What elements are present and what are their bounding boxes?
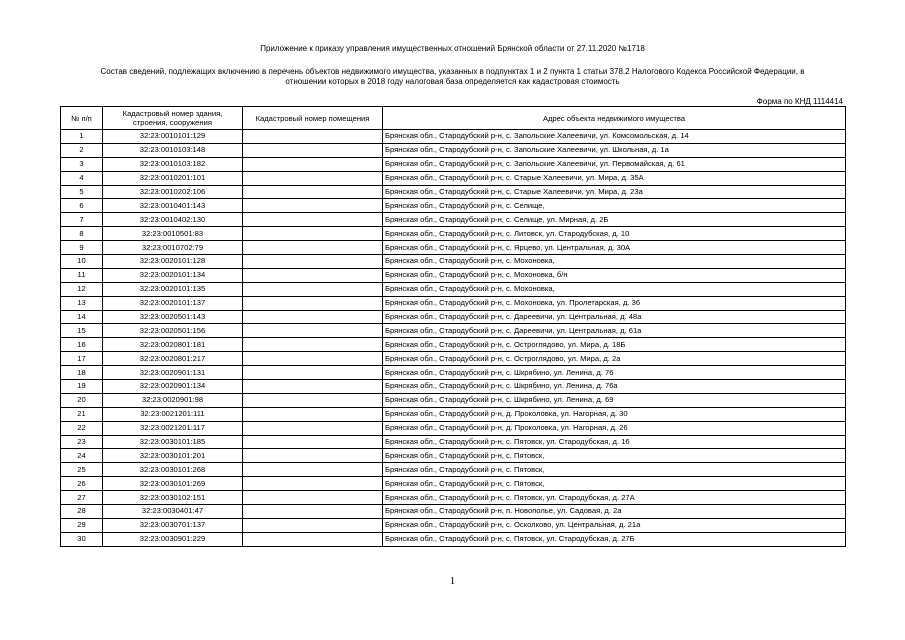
- row-number: 5: [61, 185, 103, 199]
- row-cadastral-room: [243, 157, 383, 171]
- row-cadastral-room: [243, 213, 383, 227]
- table-row: [61, 227, 846, 241]
- row-number: 20: [61, 393, 103, 407]
- row-cadastral-building: 32:23:0010202:106: [103, 185, 243, 199]
- document-description-line-2: отношении которых в 2018 году налоговая база определяется как кадастровая стоимость: [285, 77, 620, 86]
- row-cadastral-room: [243, 477, 383, 491]
- table-header-row: [61, 107, 846, 130]
- table-row: [61, 393, 846, 407]
- row-number: 6: [61, 199, 103, 213]
- row-cadastral-room: [243, 380, 383, 394]
- row-address: Брянская обл., Стародубский р-н, с. Пятовск,: [383, 477, 846, 491]
- row-cadastral-room: [243, 282, 383, 296]
- row-address: Брянская обл., Стародубский р-н, с. Старые Халеевичи, ул. Мира, д. 35А: [383, 171, 846, 185]
- table-row: [61, 296, 846, 310]
- row-cadastral-room: [243, 518, 383, 532]
- row-cadastral-building: 32:23:0020901:98: [103, 393, 243, 407]
- table-row: [61, 185, 846, 199]
- row-address: Брянская обл., Стародубский р-н, с. Шкрябино, ул. Ленина, д. 76а: [383, 380, 846, 394]
- table-row: [61, 421, 846, 435]
- row-cadastral-room: [243, 199, 383, 213]
- row-cadastral-room: [243, 463, 383, 477]
- row-cadastral-building: 32:23:0010103:182: [103, 157, 243, 171]
- row-address: Брянская обл., Стародубский р-н, с. Запольские Халеевичи, ул. Школьная, д. 1а: [383, 143, 846, 157]
- row-cadastral-room: [243, 505, 383, 519]
- row-number: 25: [61, 463, 103, 477]
- row-address: Брянская обл., Стародубский р-н, с. Шкрябино, ул. Ленина, д. 76: [383, 366, 846, 380]
- table-row: [61, 366, 846, 380]
- row-number: 15: [61, 324, 103, 338]
- row-cadastral-room: [243, 338, 383, 352]
- row-cadastral-room: [243, 435, 383, 449]
- row-number: 30: [61, 532, 103, 546]
- row-number: 12: [61, 282, 103, 296]
- row-cadastral-room: [243, 366, 383, 380]
- row-cadastral-building: 32:23:0020801:181: [103, 338, 243, 352]
- table-row: [61, 491, 846, 505]
- row-address: Брянская обл., Стародубский р-н, с. Старые Халеевичи, ул. Мира, д. 23а: [383, 185, 846, 199]
- row-cadastral-building: 32:23:0010201:101: [103, 171, 243, 185]
- row-cadastral-room: [243, 393, 383, 407]
- table-row: [61, 338, 846, 352]
- row-cadastral-room: [243, 324, 383, 338]
- row-cadastral-building: 32:23:0020101:137: [103, 296, 243, 310]
- row-address: Брянская обл., Стародубский р-н, с. Пятовск, ул. Стародубская, д. 16: [383, 435, 846, 449]
- row-number: 8: [61, 227, 103, 241]
- row-number: 24: [61, 449, 103, 463]
- row-number: 26: [61, 477, 103, 491]
- page-number: 1: [449, 575, 456, 587]
- row-address: Брянская обл., Стародубский р-н, с. Ярцево, ул. Центральная, д. 30А: [383, 241, 846, 255]
- table-row: [61, 477, 846, 491]
- table-row: [61, 171, 846, 185]
- table-row: [61, 352, 846, 366]
- row-cadastral-building: 32:23:0020101:134: [103, 268, 243, 282]
- table-row: [61, 380, 846, 394]
- table-row: [61, 282, 846, 296]
- row-cadastral-room: [243, 532, 383, 546]
- row-address: Брянская обл., Стародубский р-н, с. Остроглядово, ул. Мира, д. 18Б: [383, 338, 846, 352]
- row-cadastral-room: [243, 255, 383, 269]
- table-row: [61, 130, 846, 144]
- table-row: [61, 143, 846, 157]
- row-number: 23: [61, 435, 103, 449]
- row-number: 19: [61, 380, 103, 394]
- row-address: Брянская обл., Стародубский р-н, с. Пятовск,: [383, 463, 846, 477]
- table-row: [61, 463, 846, 477]
- row-cadastral-room: [243, 268, 383, 282]
- row-address: Брянская обл., Стародубский р-н, с. Осколково, ул. Центральная, д. 21а: [383, 518, 846, 532]
- row-address: Брянская обл., Стародубский р-н, с. Селище, ул. Мирная, д. 2Б: [383, 213, 846, 227]
- header-cadastral-room: Кадастровый номер помещения: [243, 107, 383, 130]
- row-address: Брянская обл., Стародубский р-н, с. Шкрябино, ул. Ленина, д. 69: [383, 393, 846, 407]
- row-cadastral-building: 32:23:0010103:148: [103, 143, 243, 157]
- row-address: Брянская обл., Стародубский р-н, с. Пятовск, ул. Стародубская, д. 27Б: [383, 532, 846, 546]
- row-cadastral-room: [243, 143, 383, 157]
- table-row: [61, 310, 846, 324]
- table-row: [61, 324, 846, 338]
- row-number: 13: [61, 296, 103, 310]
- row-number: 1: [61, 130, 103, 144]
- row-number: 18: [61, 366, 103, 380]
- row-cadastral-building: 32:23:0020801:217: [103, 352, 243, 366]
- row-address: Брянская обл., Стародубский р-н, с. Мохоновка, б/н: [383, 268, 846, 282]
- row-cadastral-room: [243, 310, 383, 324]
- row-cadastral-building: 32:23:0020501:156: [103, 324, 243, 338]
- row-cadastral-building: 32:23:0020901:131: [103, 366, 243, 380]
- row-number: 16: [61, 338, 103, 352]
- row-number: 10: [61, 255, 103, 269]
- row-number: 28: [61, 505, 103, 519]
- table-row: [61, 435, 846, 449]
- row-cadastral-building: 32:23:0010101:129: [103, 130, 243, 144]
- table-row: [61, 449, 846, 463]
- table-row: [61, 268, 846, 282]
- row-address: Брянская обл., Стародубский р-н, с. Запольские Халеевичи, ул. Первомайская, д. 61: [383, 157, 846, 171]
- property-table: [60, 106, 846, 547]
- row-cadastral-building: 32:23:0020501:143: [103, 310, 243, 324]
- row-number: 3: [61, 157, 103, 171]
- table-row: [61, 213, 846, 227]
- row-number: 4: [61, 171, 103, 185]
- row-cadastral-room: [243, 130, 383, 144]
- row-address: Брянская обл., Стародубский р-н, с. Пятовск,: [383, 449, 846, 463]
- row-address: Брянская обл., Стародубский р-н, д. Проколовка, ул. Нагорная, д. 30: [383, 407, 846, 421]
- row-cadastral-room: [243, 241, 383, 255]
- row-address: Брянская обл., Стародубский р-н, с. Запольские Халеевичи, ул. Комсомольская, д. 14: [383, 130, 846, 144]
- row-cadastral-building: 32:23:0010402:130: [103, 213, 243, 227]
- table-row: [61, 505, 846, 519]
- row-number: 17: [61, 352, 103, 366]
- row-cadastral-room: [243, 491, 383, 505]
- table-row: [61, 518, 846, 532]
- row-address: Брянская обл., Стародубский р-н, с. Дареевичи, ул. Центральная, д. 61а: [383, 324, 846, 338]
- row-cadastral-building: 32:23:0020901:134: [103, 380, 243, 394]
- header-number: № п/п: [61, 107, 103, 130]
- row-number: 7: [61, 213, 103, 227]
- row-address: Брянская обл., Стародубский р-н, с. Остроглядово, ул. Мира, д. 2а: [383, 352, 846, 366]
- row-cadastral-building: 32:23:0021201:117: [103, 421, 243, 435]
- row-number: 29: [61, 518, 103, 532]
- row-cadastral-building: 32:23:0010401:143: [103, 199, 243, 213]
- row-number: 14: [61, 310, 103, 324]
- header-cadastral-building: Кадастровый номер здания, строения, сооружения: [103, 107, 243, 130]
- row-cadastral-building: 32:23:0010702:79: [103, 241, 243, 255]
- row-address: Брянская обл., Стародубский р-н, с. Мохоновка, ул. Пролетарская, д. 36: [383, 296, 846, 310]
- row-cadastral-building: 32:23:0030401:47: [103, 505, 243, 519]
- row-cadastral-room: [243, 421, 383, 435]
- row-address: Брянская обл., Стародубский р-н, с. Мохоновка,: [383, 282, 846, 296]
- form-code: Форма по КНД 1114414: [756, 97, 843, 106]
- row-number: 11: [61, 268, 103, 282]
- row-cadastral-building: 32:23:0020101:135: [103, 282, 243, 296]
- row-cadastral-building: 32:23:0030701:137: [103, 518, 243, 532]
- row-cadastral-building: 32:23:0030101:201: [103, 449, 243, 463]
- row-cadastral-room: [243, 171, 383, 185]
- row-cadastral-building: 32:23:0030901:229: [103, 532, 243, 546]
- table-row: [61, 199, 846, 213]
- table-body: [61, 130, 846, 547]
- row-number: 21: [61, 407, 103, 421]
- row-cadastral-room: [243, 352, 383, 366]
- row-number: 9: [61, 241, 103, 255]
- table-row: [61, 407, 846, 421]
- header-address: Адрес объекта недвижимого имущества: [383, 107, 846, 130]
- row-address: Брянская обл., Стародубский р-н, с. Пятовск, ул. Стародубская, д. 27А: [383, 491, 846, 505]
- row-cadastral-building: 32:23:0020101:128: [103, 255, 243, 269]
- row-address: Брянская обл., Стародубский р-н, с. Дареевичи, ул. Центральная, д. 48а: [383, 310, 846, 324]
- row-address: Брянская обл., Стародубский р-н, с. Мохоновка,: [383, 255, 846, 269]
- row-cadastral-building: 32:23:0030101:185: [103, 435, 243, 449]
- table-row: [61, 241, 846, 255]
- row-cadastral-room: [243, 407, 383, 421]
- row-address: Брянская обл., Стародубский р-н, п. Новополье, ул. Садовая, д. 2а: [383, 505, 846, 519]
- row-cadastral-room: [243, 449, 383, 463]
- row-cadastral-building: 32:23:0030101:269: [103, 477, 243, 491]
- row-cadastral-room: [243, 227, 383, 241]
- row-cadastral-building: 32:23:0010501:83: [103, 227, 243, 241]
- table-row: [61, 157, 846, 171]
- row-address: Брянская обл., Стародубский р-н, с. Литовск, ул. Стародубская, д. 10: [383, 227, 846, 241]
- document-description-line-1: Состав сведений, подлежащих включению в перечень объектов недвижимого имущества, указанных в подпунктах 1 и 2 пункта 1 статьи 378.2 Налогового Кодекса Российской Федерации, в: [100, 67, 805, 76]
- row-number: 27: [61, 491, 103, 505]
- row-address: Брянская обл., Стародубский р-н, д. Проколовка, ул. Нагорная, д. 26: [383, 421, 846, 435]
- document-title: Приложение к приказу управления имущественных отношений Брянской области от 27.11.2020 №1718: [260, 44, 645, 53]
- row-cadastral-building: 32:23:0030101:268: [103, 463, 243, 477]
- row-number: 22: [61, 421, 103, 435]
- table-row: [61, 255, 846, 269]
- row-address: Брянская обл., Стародубский р-н, с. Селище,: [383, 199, 846, 213]
- row-cadastral-building: 32:23:0030102:151: [103, 491, 243, 505]
- table-row: [61, 532, 846, 546]
- row-number: 2: [61, 143, 103, 157]
- row-cadastral-room: [243, 296, 383, 310]
- row-cadastral-building: 32:23:0021201:111: [103, 407, 243, 421]
- row-cadastral-room: [243, 185, 383, 199]
